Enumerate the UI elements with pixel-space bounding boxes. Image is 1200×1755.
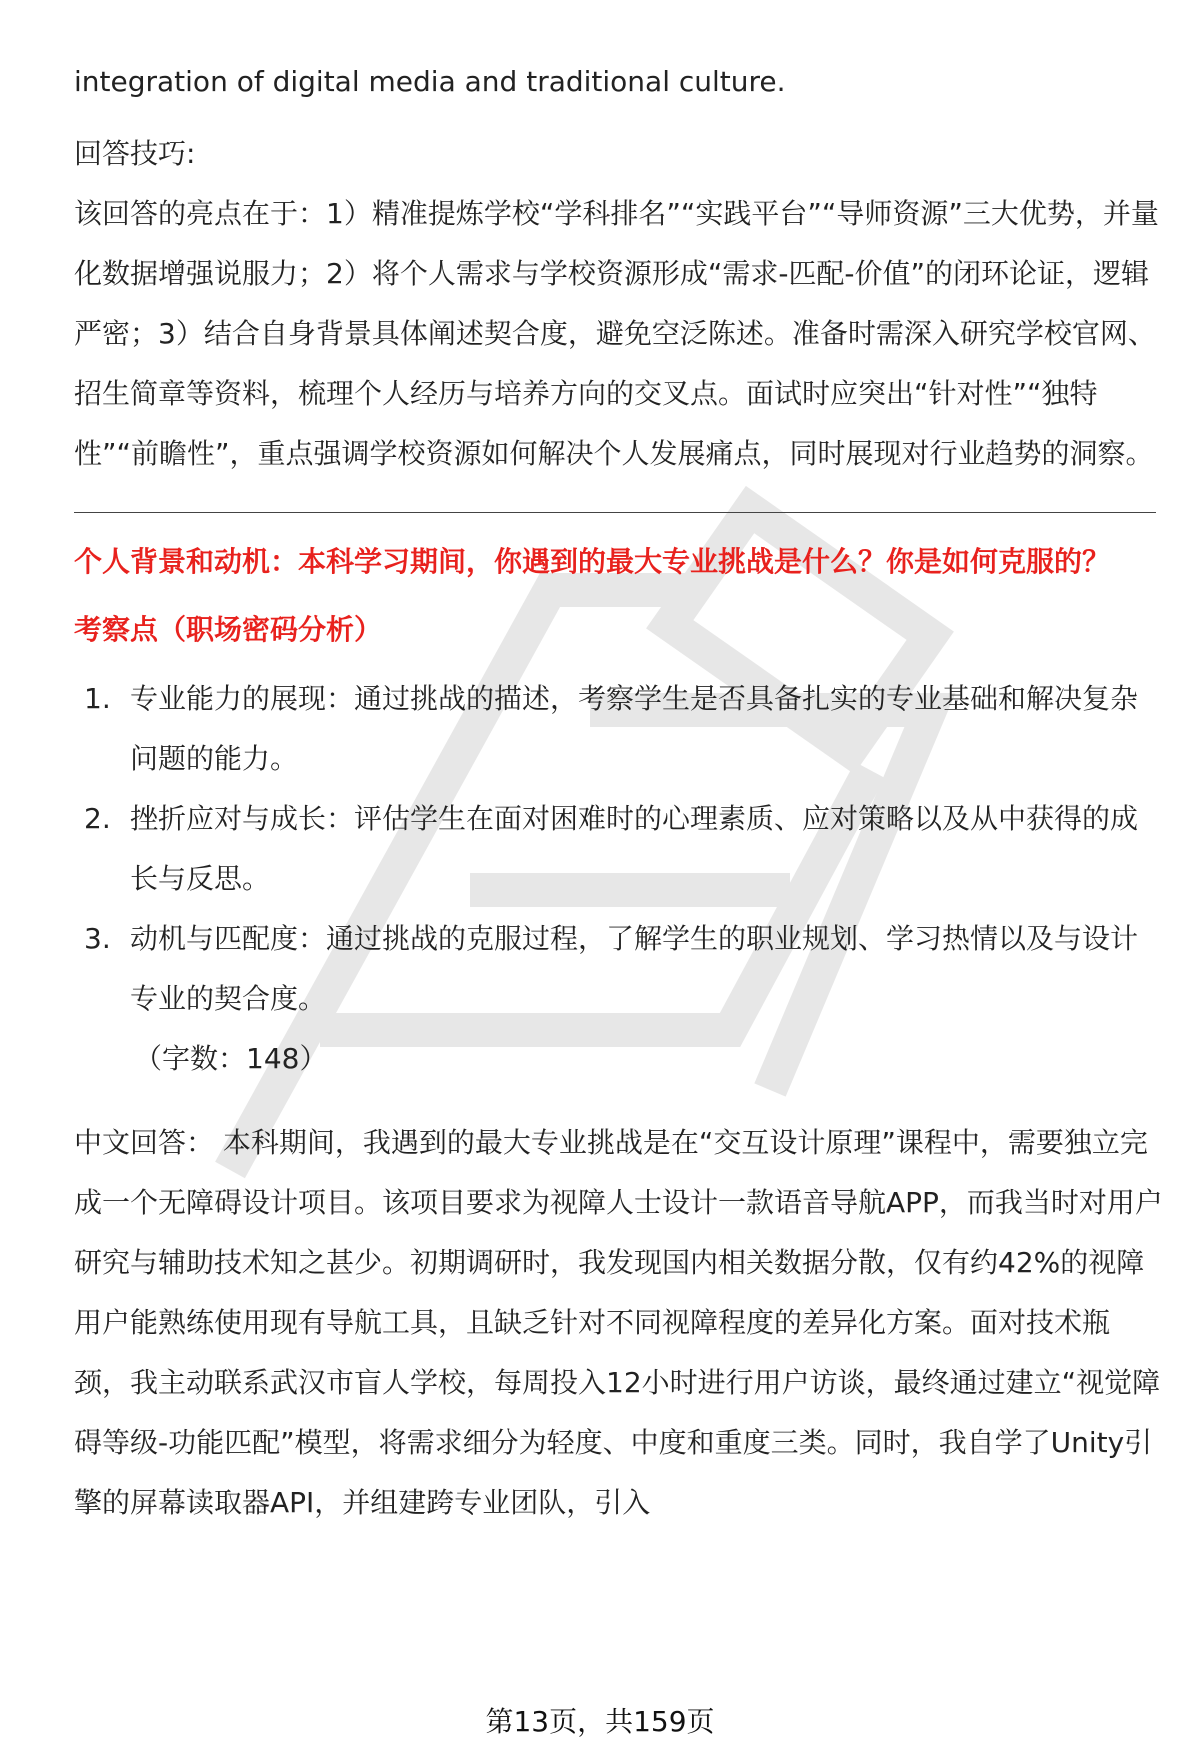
tips-label: 回答技巧: (74, 137, 196, 170)
assessment-subtitle: 考察点（职场密码分析） (74, 613, 383, 646)
page-number: 第13页，共159页 (485, 1705, 715, 1738)
assessment-points (84, 669, 1164, 1029)
tips-body: 该回答的亮点在于：1）精准提炼学校“学科排名”“实践平台”“导师资源”三大优势，并量化数据增强说服力；2）将个人需求与学校资源形成“需求-匹配-价值”的闭环论证，逻辑严密；3）结合自身背景具体阐述契合度，避免空泛陈述。准备时需深入研究学校官网、招生简章等资料，梳理个人经历与培养方向的交叉点。面试时应突出“针对性”“独特性”“前瞻性”，重点强调学校资源如何解决个人发展痛点，同时展现对行业趋势的洞察。 (74, 197, 1159, 470)
list-text: 动机与匹配度：通过挑战的克服过程，了解学生的职业规划、学习热情以及与设计专业的契合度。 (130, 922, 1139, 1015)
question-title: 个人背景和动机：本科学习期间，你遇到的最大专业挑战是什么？你是如何克服的？ (74, 545, 1111, 578)
list-text: 挫折应对与成长：评估学生在面对困难时的心理素质、应对策略以及从中获得的成长与反思。 (130, 802, 1139, 895)
page-content (74, 52, 1164, 1533)
list-number: 3. (84, 922, 111, 955)
list-text: 专业能力的展现：通过挑战的描述，考察学生是否具备扎实的专业基础和解决复杂问题的能力。 (130, 682, 1139, 775)
answer-body: 本科期间，我遇到的最大专业挑战是在“交互设计原理”课程中，需要独立完成一个无障碍设计项目。该项目要求为视障人士设计一款语音导航APP，而我当时对用户研究与辅助技术知之甚少。初期调研时，我发现国内相关数据分散，仅有约42%的视障用户能熟练使用现有导航工具，且缺乏针对不同视障程度的差异化方案。面对技术瓶颈，我主动联系武汉市盲人学校，每周投入12小时进行用户访谈，最终通过建立“视觉障碍等级-功能匹配”模型，将需求细分为轻度、中度和重度三类。同时，我自学了Unity引擎的屏幕读取器API，并组建跨专业团队，引入 (74, 1126, 1163, 1519)
word-count: （字数：148） (134, 1042, 328, 1075)
list-item (84, 669, 1164, 789)
list-number: 1. (84, 682, 111, 715)
answer-paragraph (74, 1113, 1164, 1533)
list-item (84, 789, 1164, 909)
answer-label: 中文回答： (74, 1126, 215, 1159)
section-divider (74, 512, 1156, 513)
list-number: 2. (84, 802, 111, 835)
continuation-text: integration of digital media and traditional culture. (74, 65, 786, 98)
list-item (84, 909, 1164, 1029)
